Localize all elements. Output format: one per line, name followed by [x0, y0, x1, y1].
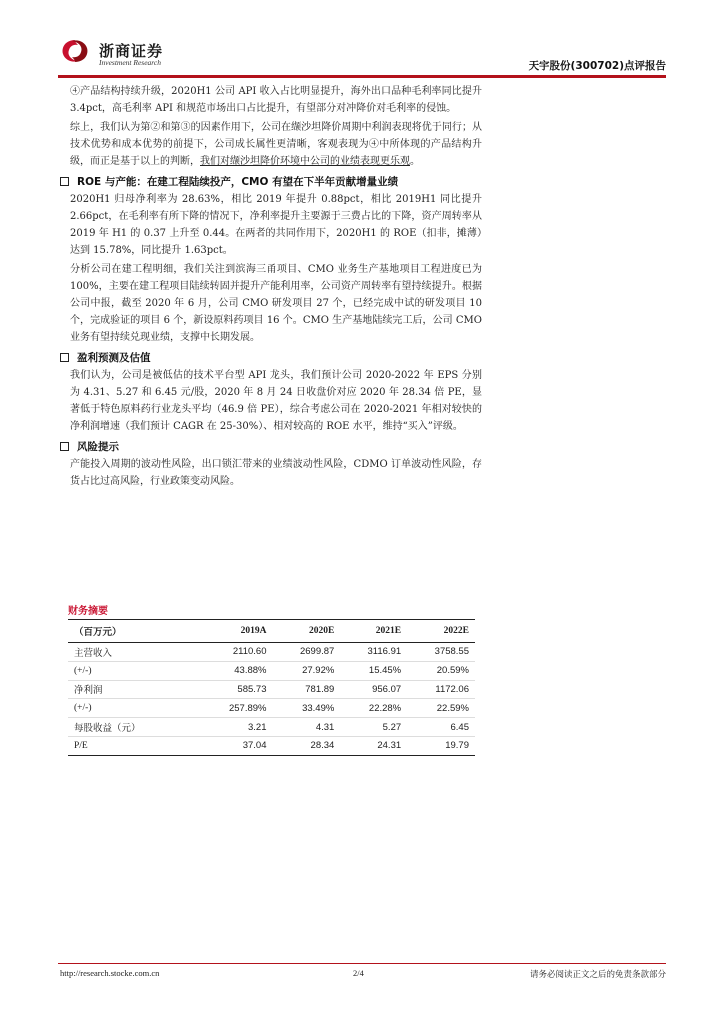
section-bullet-icon [60, 177, 69, 186]
section-roe-capacity [60, 172, 482, 190]
table-row [68, 699, 475, 718]
table-cell: 2110.60 [200, 643, 272, 662]
table-cell: 33.49% [272, 699, 340, 718]
table-cell: 956.07 [340, 680, 407, 699]
table-cell: 20.59% [407, 661, 475, 680]
column-header-year: 2022E [407, 620, 475, 643]
summary-text: 综上，我们认为第②和第③的因素作用下，公司在缬沙坦降价周期中利润表现将优于同行；从技术优势和成本优势的前提下，公司成长属性更清晰，客观表现为④中所体现的产品结构升级，而正是基于以上的判断， [70, 122, 482, 167]
paragraph-roe: 2020H1 归母净利率为 28.63%，相比 2019 年提升 0.88pct，相比 2019H1 同比提升 2.66pct，在毛利率有所下降的情况下，净利率提升主要源于三费占比的下降，资产周转率从 2019 年 H1 的 0.37 上升至 0.44。在两者的共同作用下，2020H1 的 ROE（扣非，摊薄）达到 15.78%，同比提升 1.63pct。 [70, 194, 482, 256]
section-title-forecast: 盈利预测及估值 [77, 351, 151, 364]
table-cell: 37.04 [200, 736, 272, 755]
zheshang-logo-icon [60, 38, 90, 64]
row-label: 净利润 [68, 680, 200, 699]
table-row [68, 680, 475, 699]
section-risk [60, 437, 482, 455]
column-header-year: 2021E [340, 620, 407, 643]
row-label: 主营收入 [68, 643, 200, 662]
table-cell: 22.59% [407, 699, 475, 718]
financial-summary-title: 财务摘要 [68, 606, 108, 617]
table-cell: 1172.06 [407, 680, 475, 699]
section-title-roe: ROE 与产能：在建工程陆续投产，CMO 有望在下半年贡献增量业绩 [77, 175, 399, 188]
table-cell: 3758.55 [407, 643, 475, 662]
brand-name-cn: 浙商证券 [99, 42, 164, 60]
table-cell: 5.27 [340, 718, 407, 737]
section-bullet-icon [60, 442, 69, 451]
section-forecast-valuation [60, 348, 482, 366]
table-cell: 257.89% [200, 699, 272, 718]
brand-name-en: Investment Research [99, 58, 161, 67]
footer-website-link[interactable]: http://research.stocke.com.cn [60, 968, 160, 978]
paragraph-risk: 产能投入周期的波动性风险，出口锁汇带来的业绩波动性风险，CDMO 订单波动性风险，存货占比过高风险，行业政策变动风险。 [70, 459, 482, 487]
table-cell: 6.45 [407, 718, 475, 737]
page-header [0, 0, 724, 80]
report-title: 天宇股份(300702)点评报告 [528, 60, 666, 72]
row-label: (+/-) [68, 699, 200, 718]
summary-underlined-conclusion: 我们对缬沙坦降价环境中公司的业绩表现更乐观 [200, 156, 410, 167]
table-row [68, 661, 475, 680]
report-body [70, 83, 482, 492]
table-row [68, 718, 475, 737]
table-cell: 15.45% [340, 661, 407, 680]
row-label: P/E [68, 736, 200, 755]
table-cell: 3116.91 [340, 643, 407, 662]
header-divider [58, 75, 666, 78]
footer-disclaimer: 请务必阅读正文之后的免责条款部分 [529, 970, 666, 980]
summary-end: 。 [410, 156, 420, 167]
section-title-risk: 风险提示 [77, 440, 119, 453]
page-number: 2/4 [353, 968, 364, 978]
paragraph-summary [70, 119, 482, 170]
footer-divider [58, 963, 666, 964]
paragraph-forecast: 我们认为，公司是被低估的技术平台型 API 龙头，我们预计公司 2020-2022 年 EPS 分别为 4.31、5.27 和 6.45 元/股，2020 年 8 月 24 日收盘价对应 2020 年 28.34 倍 PE，显著低于特色原料药行业龙头平均（46.9 倍 PE），综合考虑公司在 2020-2021 年相对较快的净利润增速（我们预计 CAGR 在 25-30%）、相对较高的 ROE 水平，维持“买入”评级。 [70, 370, 482, 432]
table-cell: 4.31 [272, 718, 340, 737]
row-label: 每股收益（元） [68, 718, 200, 737]
row-label: (+/-) [68, 661, 200, 680]
table-row [68, 643, 475, 662]
table-cell: 24.31 [340, 736, 407, 755]
table-cell: 2699.87 [272, 643, 340, 662]
table-cell: 19.79 [407, 736, 475, 755]
paragraph-construction: 分析公司在建工程明细，我们关注到滨海三甬项目、CMO 业务生产基地项目工程进度已为 100%，主要在建工程项目陆续转固并提升产能利用率，公司资产周转率有望持续提升。根据公司中报，截至 2020 年 6 月，公司 CMO 研发项目 27 个，已经完成中试的研发项目 10 个，完成验证的项目 6 个，新设原料药项目 16 个。CMO 生产基地陆续完工后，公司 CMO 业务有望持续兑现业绩，支撑中长期发展。 [70, 264, 482, 343]
table-cell: 3.21 [200, 718, 272, 737]
financial-summary-table [68, 619, 475, 756]
paragraph-product-structure: ④产品结构持续升级，2020H1 公司 API 收入占比明显提升，海外出口品种毛利率同比提升 3.4pct，高毛利率 API 和规范市场出口占比提升，有望部分对冲降价对毛利率的侵蚀。 [70, 86, 482, 114]
column-header-unit: （百万元） [68, 620, 200, 643]
table-cell: 585.73 [200, 680, 272, 699]
table-cell: 22.28% [340, 699, 407, 718]
section-bullet-icon [60, 353, 69, 362]
table-cell: 27.92% [272, 661, 340, 680]
table-row [68, 736, 475, 755]
table-cell: 43.88% [200, 661, 272, 680]
column-header-year: 2019A [200, 620, 272, 643]
table-cell: 781.89 [272, 680, 340, 699]
table-header-row [68, 620, 475, 643]
column-header-year: 2020E [272, 620, 340, 643]
table-cell: 28.34 [272, 736, 340, 755]
